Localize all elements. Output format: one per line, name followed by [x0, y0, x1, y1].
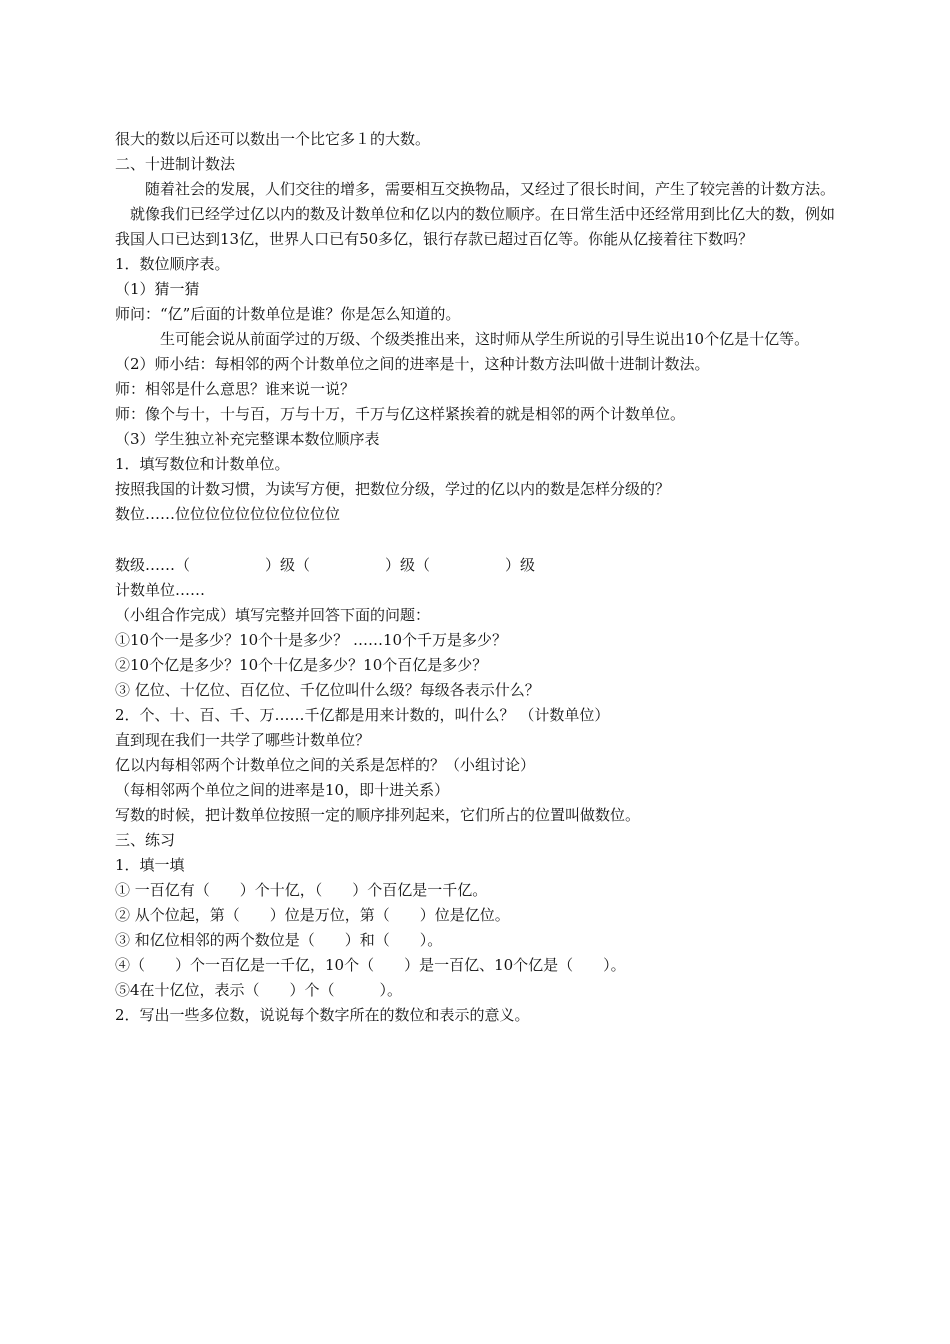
numbered-heading: 1．填写数位和计数单位。: [115, 455, 290, 473]
text-line: 直到现在我们一共学了哪些计数单位？: [115, 731, 371, 749]
section-heading: 二、十进制计数法: [115, 155, 236, 173]
numbered-heading: 1．填一填: [115, 856, 185, 874]
section-heading: 三、练习: [115, 831, 176, 849]
paragraph: 生可能会说从前面学过的万级、个级类推出来，这时师从学生所说的引导生说出10个亿是十亿等。: [160, 330, 810, 348]
blank-line: [115, 527, 845, 553]
text-line: （每相邻两个单位之间的进率是10，即十进关系）: [115, 781, 450, 799]
text-line: 师：像个与十，十与百，万与十万，千万与亿这样紧挨着的就是相邻的两个计数单位。: [115, 405, 686, 423]
paragraph: 随着社会的发展，人们交往的增多，需要相互交换物品，又经过了很长时间，产生了较完善的计数方法。: [145, 180, 836, 198]
counting-unit-row: 计数单位……: [115, 581, 206, 599]
question-item: ③ 亿位、十亿位、百亿位、千亿位叫什么级？每级各表示什么？: [115, 681, 540, 699]
numbered-heading: 2．写出一些多位数，说说每个数字所在的数位和表示的意义。: [115, 1006, 530, 1024]
text-line: 按照我国的计数习惯，为读写方便，把数位分级，学过的亿以内的数是怎样分级的？: [115, 480, 671, 498]
text-line: 亿以内每相邻两个计数单位之间的关系是怎样的？（小组讨论）: [115, 756, 536, 774]
text-line: 师：相邻是什么意思？谁来说一说？: [115, 380, 356, 398]
numbered-item: 2．个、十、百、千、万……千亿都是用来计数的，叫什么？ （计数单位）: [115, 706, 610, 724]
text-line: 很大的数以后还可以数出一个比它多１的大数。: [115, 130, 431, 148]
exercise-item: ⑤4在十亿位，表示（ ）个（ ）。: [115, 981, 403, 999]
exercise-item: ③ 和亿位相邻的两个数位是（ ）和（ ）。: [115, 931, 443, 949]
paragraph: 就像我们已经学过亿以内的数及计数单位和亿以内的数位顺序。在日常生活中还经常用到比亿大的数，例如我国人口已达到13亿，世界人口已有50多亿，银行存款已超过百亿等。你能从亿接着往下数吗？: [115, 205, 836, 248]
digit-place-row: 数位……位位位位位位位位位位位: [115, 505, 341, 523]
exercise-item: ② 从个位起，第（ ）位是万位，第（ ）位是亿位。: [115, 906, 510, 924]
sub-heading: （2）师小结：每相邻的两个计数单位之间的进率是十，这种计数方法叫做十进制计数法。: [115, 355, 710, 373]
document-body: [115, 127, 845, 1028]
exercise-item: ④（ ）个一百亿是一千亿，10个（ ）是一百亿、10个亿是（ ）。: [115, 956, 626, 974]
numbered-heading: 1．数位顺序表。: [115, 255, 230, 273]
text-line: （小组合作完成）填写完整并回答下面的问题：: [115, 606, 431, 624]
question-item: ②10个亿是多少？10个十亿是多少？10个百亿是多少？: [115, 656, 488, 674]
digit-group-row: 数级……（ ）级（ ）级（ ）级: [115, 556, 536, 574]
text-line: 写数的时候，把计数单位按照一定的顺序排列起来，它们所占的位置叫做数位。: [115, 806, 641, 824]
sub-heading: （1）猜一猜: [115, 280, 200, 298]
exercise-item: ① 一百亿有（ ）个十亿，（ ）个百亿是一千亿。: [115, 881, 488, 899]
sub-heading: （3）学生独立补充完整课本数位顺序表: [115, 430, 380, 448]
text-line: 师问：“亿”后面的计数单位是谁？你是怎么知道的。: [115, 305, 461, 323]
question-item: ①10个一是多少？10个十是多少？ ……10个千万是多少？: [115, 631, 508, 649]
